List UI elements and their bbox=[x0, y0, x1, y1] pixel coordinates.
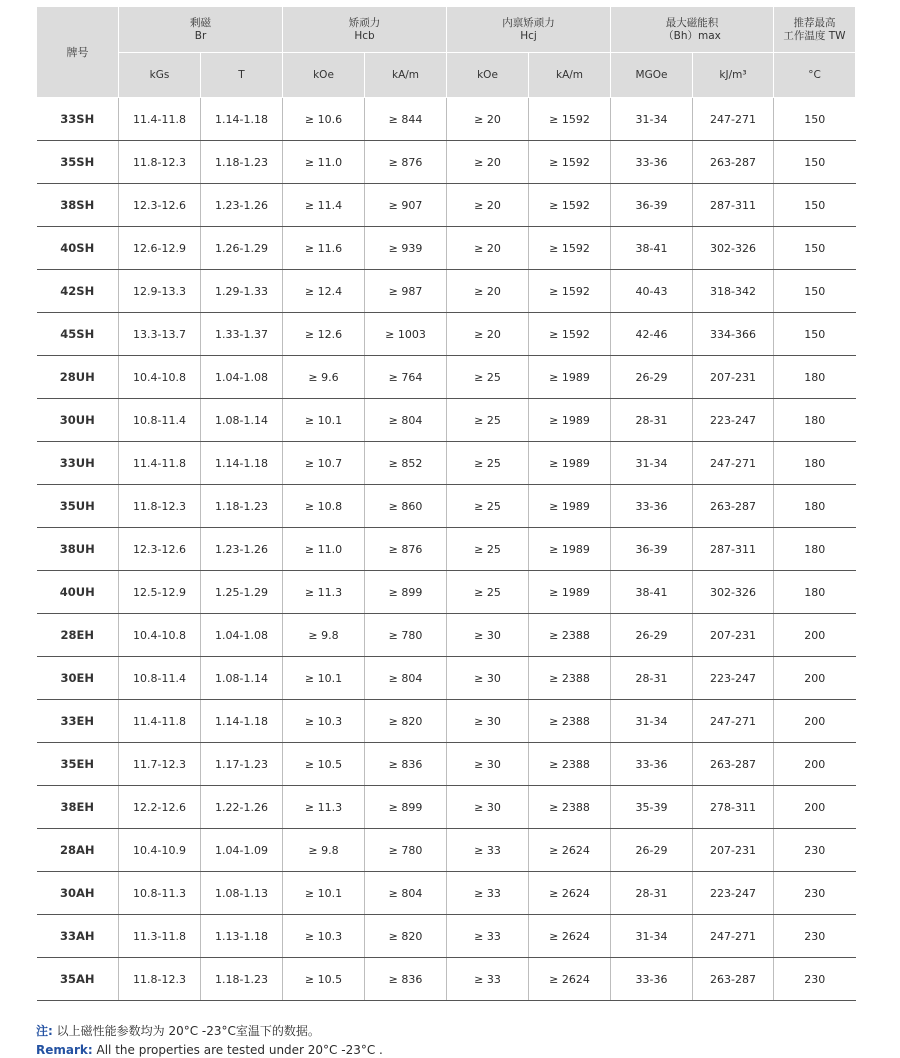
table-row bbox=[37, 356, 856, 399]
cell-hcb-kam: ≥ 820 bbox=[365, 700, 447, 743]
cell-hcb-koe: ≥ 9.6 bbox=[283, 356, 365, 399]
unit-kgs: kGs bbox=[119, 53, 201, 98]
cell-hcj-koe: ≥ 30 bbox=[447, 657, 529, 700]
note-cn-text: 以上磁性能参数均为 20°C -23°C室温下的数据。 bbox=[52, 1024, 320, 1038]
header-bhmax-sym: （Bh）max bbox=[663, 29, 721, 42]
cell-grade: 33SH bbox=[37, 98, 119, 141]
cell-bh-mgoe: 33-36 bbox=[611, 485, 693, 528]
cell-bh-mgoe: 33-36 bbox=[611, 743, 693, 786]
cell-hcj-kam: ≥ 2624 bbox=[529, 872, 611, 915]
cell-br-kgs: 10.8-11.4 bbox=[119, 399, 201, 442]
cell-grade: 38UH bbox=[37, 528, 119, 571]
cell-hcj-kam: ≥ 2624 bbox=[529, 958, 611, 1001]
cell-hcj-koe: ≥ 20 bbox=[447, 141, 529, 184]
cell-br-t: 1.14-1.18 bbox=[201, 700, 283, 743]
cell-bh-kjm3: 287-311 bbox=[693, 528, 774, 571]
cell-br-t: 1.26-1.29 bbox=[201, 227, 283, 270]
cell-bh-kjm3: 287-311 bbox=[693, 184, 774, 227]
cell-temp: 200 bbox=[774, 743, 856, 786]
unit-koe-hcj: kOe bbox=[447, 53, 529, 98]
table-row bbox=[37, 614, 856, 657]
cell-hcb-koe: ≥ 10.3 bbox=[283, 700, 365, 743]
note-cn-label: 注: bbox=[36, 1024, 53, 1038]
table-row bbox=[37, 829, 856, 872]
cell-grade: 30AH bbox=[37, 872, 119, 915]
cell-br-t: 1.18-1.23 bbox=[201, 958, 283, 1001]
cell-hcb-kam: ≥ 860 bbox=[365, 485, 447, 528]
unit-kam-hcj: kA/m bbox=[529, 53, 611, 98]
cell-grade: 33UH bbox=[37, 442, 119, 485]
cell-br-kgs: 13.3-13.7 bbox=[119, 313, 201, 356]
cell-br-t: 1.08-1.14 bbox=[201, 657, 283, 700]
header-br-cn: 剩磁 bbox=[190, 16, 211, 29]
cell-hcj-kam: ≥ 1989 bbox=[529, 442, 611, 485]
header-bhmax bbox=[611, 7, 774, 53]
header-hcb bbox=[283, 7, 447, 53]
note-en-text: All the properties are tested under 20°C -23°C . bbox=[92, 1043, 383, 1057]
cell-grade: 45SH bbox=[37, 313, 119, 356]
unit-kjm3: kJ/m³ bbox=[693, 53, 774, 98]
cell-hcb-koe: ≥ 10.8 bbox=[283, 485, 365, 528]
cell-br-kgs: 11.3-11.8 bbox=[119, 915, 201, 958]
cell-temp: 230 bbox=[774, 915, 856, 958]
cell-hcj-kam: ≥ 2624 bbox=[529, 915, 611, 958]
cell-hcj-kam: ≥ 1989 bbox=[529, 485, 611, 528]
cell-br-kgs: 12.5-12.9 bbox=[119, 571, 201, 614]
cell-bh-kjm3: 207-231 bbox=[693, 356, 774, 399]
cell-br-kgs: 12.2-12.6 bbox=[119, 786, 201, 829]
cell-hcb-kam: ≥ 1003 bbox=[365, 313, 447, 356]
table-row bbox=[37, 227, 856, 270]
cell-hcj-koe: ≥ 33 bbox=[447, 915, 529, 958]
unit-mgoe: MGOe bbox=[611, 53, 693, 98]
cell-bh-mgoe: 31-34 bbox=[611, 442, 693, 485]
table-row bbox=[37, 485, 856, 528]
cell-hcb-koe: ≥ 12.6 bbox=[283, 313, 365, 356]
cell-bh-mgoe: 28-31 bbox=[611, 657, 693, 700]
cell-br-t: 1.04-1.08 bbox=[201, 614, 283, 657]
cell-hcj-kam: ≥ 2388 bbox=[529, 786, 611, 829]
cell-temp: 150 bbox=[774, 227, 856, 270]
cell-temp: 230 bbox=[774, 829, 856, 872]
cell-hcj-kam: ≥ 2624 bbox=[529, 829, 611, 872]
cell-bh-mgoe: 26-29 bbox=[611, 614, 693, 657]
cell-temp: 200 bbox=[774, 700, 856, 743]
cell-hcb-koe: ≥ 9.8 bbox=[283, 829, 365, 872]
unit-celsius: °C bbox=[774, 53, 856, 98]
cell-bh-mgoe: 26-29 bbox=[611, 829, 693, 872]
cell-hcj-kam: ≥ 2388 bbox=[529, 743, 611, 786]
cell-temp: 200 bbox=[774, 614, 856, 657]
cell-hcb-kam: ≥ 804 bbox=[365, 872, 447, 915]
cell-bh-kjm3: 207-231 bbox=[693, 829, 774, 872]
table-row bbox=[37, 872, 856, 915]
cell-hcj-kam: ≥ 1592 bbox=[529, 184, 611, 227]
cell-bh-mgoe: 38-41 bbox=[611, 227, 693, 270]
cell-br-kgs: 12.3-12.6 bbox=[119, 528, 201, 571]
cell-br-t: 1.18-1.23 bbox=[201, 485, 283, 528]
cell-bh-kjm3: 263-287 bbox=[693, 141, 774, 184]
cell-hcb-kam: ≥ 780 bbox=[365, 829, 447, 872]
cell-hcj-kam: ≥ 1592 bbox=[529, 270, 611, 313]
cell-hcj-koe: ≥ 20 bbox=[447, 227, 529, 270]
table-row bbox=[37, 915, 856, 958]
table-row bbox=[37, 571, 856, 614]
cell-bh-kjm3: 223-247 bbox=[693, 399, 774, 442]
cell-hcj-koe: ≥ 30 bbox=[447, 614, 529, 657]
cell-br-kgs: 11.4-11.8 bbox=[119, 442, 201, 485]
cell-grade: 30EH bbox=[37, 657, 119, 700]
cell-br-kgs: 10.4-10.8 bbox=[119, 356, 201, 399]
cell-bh-mgoe: 42-46 bbox=[611, 313, 693, 356]
cell-br-t: 1.14-1.18 bbox=[201, 442, 283, 485]
cell-bh-kjm3: 302-326 bbox=[693, 227, 774, 270]
cell-hcb-koe: ≥ 11.0 bbox=[283, 528, 365, 571]
cell-br-kgs: 10.8-11.3 bbox=[119, 872, 201, 915]
cell-hcb-koe: ≥ 11.4 bbox=[283, 184, 365, 227]
cell-bh-mgoe: 31-34 bbox=[611, 98, 693, 141]
cell-grade: 28AH bbox=[37, 829, 119, 872]
header-temp-en: 工作温度 TW bbox=[783, 29, 846, 42]
cell-hcb-kam: ≥ 899 bbox=[365, 786, 447, 829]
cell-hcj-koe: ≥ 25 bbox=[447, 442, 529, 485]
cell-hcb-kam: ≥ 804 bbox=[365, 657, 447, 700]
cell-hcb-koe: ≥ 10.7 bbox=[283, 442, 365, 485]
cell-hcb-kam: ≥ 804 bbox=[365, 399, 447, 442]
cell-hcj-koe: ≥ 25 bbox=[447, 399, 529, 442]
table-row bbox=[37, 184, 856, 227]
cell-bh-mgoe: 36-39 bbox=[611, 184, 693, 227]
table-row bbox=[37, 743, 856, 786]
cell-hcb-kam: ≥ 764 bbox=[365, 356, 447, 399]
cell-hcj-kam: ≥ 2388 bbox=[529, 657, 611, 700]
cell-hcb-koe: ≥ 10.1 bbox=[283, 872, 365, 915]
cell-br-kgs: 11.7-12.3 bbox=[119, 743, 201, 786]
cell-hcj-kam: ≥ 1592 bbox=[529, 313, 611, 356]
cell-bh-mgoe: 31-34 bbox=[611, 700, 693, 743]
cell-hcb-kam: ≥ 939 bbox=[365, 227, 447, 270]
cell-temp: 150 bbox=[774, 141, 856, 184]
cell-temp: 150 bbox=[774, 313, 856, 356]
cell-bh-kjm3: 247-271 bbox=[693, 700, 774, 743]
cell-temp: 230 bbox=[774, 958, 856, 1001]
cell-hcb-kam: ≥ 987 bbox=[365, 270, 447, 313]
cell-hcj-koe: ≥ 33 bbox=[447, 872, 529, 915]
header-hcj bbox=[447, 7, 611, 53]
cell-hcj-kam: ≥ 1592 bbox=[529, 141, 611, 184]
cell-br-kgs: 10.4-10.8 bbox=[119, 614, 201, 657]
cell-br-t: 1.29-1.33 bbox=[201, 270, 283, 313]
cell-bh-mgoe: 33-36 bbox=[611, 141, 693, 184]
header-br bbox=[119, 7, 283, 53]
cell-hcj-kam: ≥ 1989 bbox=[529, 356, 611, 399]
cell-br-kgs: 11.4-11.8 bbox=[119, 700, 201, 743]
cell-bh-mgoe: 40-43 bbox=[611, 270, 693, 313]
cell-hcj-koe: ≥ 30 bbox=[447, 743, 529, 786]
cell-bh-kjm3: 223-247 bbox=[693, 872, 774, 915]
cell-temp: 150 bbox=[774, 98, 856, 141]
cell-br-kgs: 11.8-12.3 bbox=[119, 485, 201, 528]
cell-temp: 180 bbox=[774, 571, 856, 614]
cell-grade: 42SH bbox=[37, 270, 119, 313]
header-hcb-sym: Hcb bbox=[354, 29, 375, 42]
cell-br-kgs: 11.8-12.3 bbox=[119, 141, 201, 184]
cell-bh-kjm3: 247-271 bbox=[693, 98, 774, 141]
cell-hcb-koe: ≥ 11.6 bbox=[283, 227, 365, 270]
cell-bh-mgoe: 35-39 bbox=[611, 786, 693, 829]
cell-grade: 35UH bbox=[37, 485, 119, 528]
unit-kam-hcb: kA/m bbox=[365, 53, 447, 98]
magnet-grade-table bbox=[36, 6, 856, 1001]
cell-grade: 28UH bbox=[37, 356, 119, 399]
cell-bh-kjm3: 334-366 bbox=[693, 313, 774, 356]
table-body bbox=[37, 98, 856, 1001]
cell-bh-mgoe: 33-36 bbox=[611, 958, 693, 1001]
cell-hcb-koe: ≥ 12.4 bbox=[283, 270, 365, 313]
cell-bh-kjm3: 247-271 bbox=[693, 442, 774, 485]
cell-br-t: 1.25-1.29 bbox=[201, 571, 283, 614]
cell-br-t: 1.23-1.26 bbox=[201, 184, 283, 227]
note-cn bbox=[36, 1022, 320, 1039]
table-row bbox=[37, 657, 856, 700]
cell-hcj-kam: ≥ 2388 bbox=[529, 614, 611, 657]
cell-hcb-kam: ≥ 836 bbox=[365, 743, 447, 786]
cell-bh-kjm3: 263-287 bbox=[693, 485, 774, 528]
cell-hcb-koe: ≥ 10.5 bbox=[283, 743, 365, 786]
table-row bbox=[37, 442, 856, 485]
cell-br-kgs: 12.6-12.9 bbox=[119, 227, 201, 270]
cell-hcj-kam: ≥ 2388 bbox=[529, 700, 611, 743]
cell-grade: 38SH bbox=[37, 184, 119, 227]
cell-hcb-kam: ≥ 844 bbox=[365, 98, 447, 141]
cell-grade: 40UH bbox=[37, 571, 119, 614]
cell-hcj-kam: ≥ 1989 bbox=[529, 399, 611, 442]
cell-hcj-koe: ≥ 33 bbox=[447, 829, 529, 872]
cell-temp: 150 bbox=[774, 270, 856, 313]
cell-br-t: 1.04-1.08 bbox=[201, 356, 283, 399]
header-temp bbox=[774, 7, 856, 53]
unit-t: T bbox=[201, 53, 283, 98]
cell-br-t: 1.17-1.23 bbox=[201, 743, 283, 786]
cell-br-t: 1.23-1.26 bbox=[201, 528, 283, 571]
cell-hcb-kam: ≥ 876 bbox=[365, 528, 447, 571]
cell-bh-mgoe: 36-39 bbox=[611, 528, 693, 571]
cell-grade: 33AH bbox=[37, 915, 119, 958]
cell-bh-kjm3: 263-287 bbox=[693, 958, 774, 1001]
cell-hcb-koe: ≥ 11.3 bbox=[283, 571, 365, 614]
cell-grade: 35AH bbox=[37, 958, 119, 1001]
cell-temp: 180 bbox=[774, 442, 856, 485]
cell-br-kgs: 12.3-12.6 bbox=[119, 184, 201, 227]
cell-temp: 230 bbox=[774, 872, 856, 915]
cell-bh-mgoe: 38-41 bbox=[611, 571, 693, 614]
cell-hcb-koe: ≥ 10.6 bbox=[283, 98, 365, 141]
cell-hcj-koe: ≥ 33 bbox=[447, 958, 529, 1001]
cell-hcj-koe: ≥ 20 bbox=[447, 184, 529, 227]
cell-br-kgs: 11.8-12.3 bbox=[119, 958, 201, 1001]
cell-temp: 180 bbox=[774, 356, 856, 399]
cell-grade: 38EH bbox=[37, 786, 119, 829]
note-en-label: Remark: bbox=[36, 1043, 93, 1057]
cell-br-t: 1.14-1.18 bbox=[201, 98, 283, 141]
cell-bh-kjm3: 302-326 bbox=[693, 571, 774, 614]
cell-br-t: 1.04-1.09 bbox=[201, 829, 283, 872]
cell-hcj-koe: ≥ 20 bbox=[447, 98, 529, 141]
cell-hcj-kam: ≥ 1989 bbox=[529, 571, 611, 614]
cell-hcb-kam: ≥ 899 bbox=[365, 571, 447, 614]
cell-temp: 150 bbox=[774, 184, 856, 227]
cell-hcb-kam: ≥ 852 bbox=[365, 442, 447, 485]
header-hcj-cn: 内禀矫顽力 bbox=[502, 16, 555, 29]
cell-bh-mgoe: 28-31 bbox=[611, 872, 693, 915]
cell-temp: 180 bbox=[774, 528, 856, 571]
cell-hcj-koe: ≥ 20 bbox=[447, 313, 529, 356]
cell-hcj-koe: ≥ 30 bbox=[447, 786, 529, 829]
cell-hcb-kam: ≥ 907 bbox=[365, 184, 447, 227]
cell-br-kgs: 11.4-11.8 bbox=[119, 98, 201, 141]
cell-hcj-kam: ≥ 1592 bbox=[529, 98, 611, 141]
note-en bbox=[36, 1043, 383, 1057]
cell-br-kgs: 12.9-13.3 bbox=[119, 270, 201, 313]
header-br-sym: Br bbox=[194, 29, 207, 42]
cell-hcj-koe: ≥ 25 bbox=[447, 571, 529, 614]
cell-hcj-koe: ≥ 30 bbox=[447, 700, 529, 743]
cell-br-kgs: 10.4-10.9 bbox=[119, 829, 201, 872]
header-temp-cn: 推荐最高 bbox=[793, 16, 836, 29]
cell-bh-mgoe: 31-34 bbox=[611, 915, 693, 958]
table-row bbox=[37, 313, 856, 356]
cell-bh-kjm3: 247-271 bbox=[693, 915, 774, 958]
cell-br-kgs: 10.8-11.4 bbox=[119, 657, 201, 700]
cell-hcb-kam: ≥ 836 bbox=[365, 958, 447, 1001]
cell-br-t: 1.22-1.26 bbox=[201, 786, 283, 829]
header-hcj-sym: Hcj bbox=[520, 29, 537, 42]
header-bhmax-cn: 最大磁能积 bbox=[665, 16, 719, 29]
table-row bbox=[37, 270, 856, 313]
table-row bbox=[37, 786, 856, 829]
table-row bbox=[37, 958, 856, 1001]
table-row bbox=[37, 700, 856, 743]
cell-br-t: 1.33-1.37 bbox=[201, 313, 283, 356]
cell-bh-kjm3: 207-231 bbox=[693, 614, 774, 657]
cell-hcj-kam: ≥ 1592 bbox=[529, 227, 611, 270]
cell-bh-mgoe: 26-29 bbox=[611, 356, 693, 399]
cell-br-t: 1.08-1.14 bbox=[201, 399, 283, 442]
cell-br-t: 1.13-1.18 bbox=[201, 915, 283, 958]
cell-bh-kjm3: 278-311 bbox=[693, 786, 774, 829]
table-row bbox=[37, 399, 856, 442]
cell-hcb-koe: ≥ 9.8 bbox=[283, 614, 365, 657]
cell-temp: 180 bbox=[774, 399, 856, 442]
cell-temp: 180 bbox=[774, 485, 856, 528]
cell-bh-kjm3: 318-342 bbox=[693, 270, 774, 313]
cell-temp: 200 bbox=[774, 786, 856, 829]
unit-koe-hcb: kOe bbox=[283, 53, 365, 98]
cell-hcj-kam: ≥ 1989 bbox=[529, 528, 611, 571]
cell-grade: 35EH bbox=[37, 743, 119, 786]
cell-hcj-koe: ≥ 25 bbox=[447, 356, 529, 399]
cell-br-t: 1.08-1.13 bbox=[201, 872, 283, 915]
cell-hcb-koe: ≥ 10.3 bbox=[283, 915, 365, 958]
cell-bh-kjm3: 223-247 bbox=[693, 657, 774, 700]
cell-temp: 200 bbox=[774, 657, 856, 700]
cell-hcb-kam: ≥ 780 bbox=[365, 614, 447, 657]
table-row bbox=[37, 98, 856, 141]
cell-grade: 28EH bbox=[37, 614, 119, 657]
table-row bbox=[37, 141, 856, 184]
cell-bh-kjm3: 263-287 bbox=[693, 743, 774, 786]
cell-hcb-koe: ≥ 10.1 bbox=[283, 657, 365, 700]
cell-hcb-koe: ≥ 10.5 bbox=[283, 958, 365, 1001]
cell-hcb-koe: ≥ 11.3 bbox=[283, 786, 365, 829]
header-grade: 牌号 bbox=[37, 7, 119, 98]
cell-grade: 35SH bbox=[37, 141, 119, 184]
cell-hcj-koe: ≥ 25 bbox=[447, 528, 529, 571]
cell-hcb-kam: ≥ 876 bbox=[365, 141, 447, 184]
cell-hcj-koe: ≥ 25 bbox=[447, 485, 529, 528]
header-hcb-cn: 矫顽力 bbox=[348, 16, 381, 29]
cell-hcb-koe: ≥ 10.1 bbox=[283, 399, 365, 442]
cell-grade: 40SH bbox=[37, 227, 119, 270]
cell-hcb-kam: ≥ 820 bbox=[365, 915, 447, 958]
cell-bh-mgoe: 28-31 bbox=[611, 399, 693, 442]
table-row bbox=[37, 528, 856, 571]
cell-grade: 30UH bbox=[37, 399, 119, 442]
cell-hcj-koe: ≥ 20 bbox=[447, 270, 529, 313]
cell-br-t: 1.18-1.23 bbox=[201, 141, 283, 184]
cell-grade: 33EH bbox=[37, 700, 119, 743]
cell-hcb-koe: ≥ 11.0 bbox=[283, 141, 365, 184]
